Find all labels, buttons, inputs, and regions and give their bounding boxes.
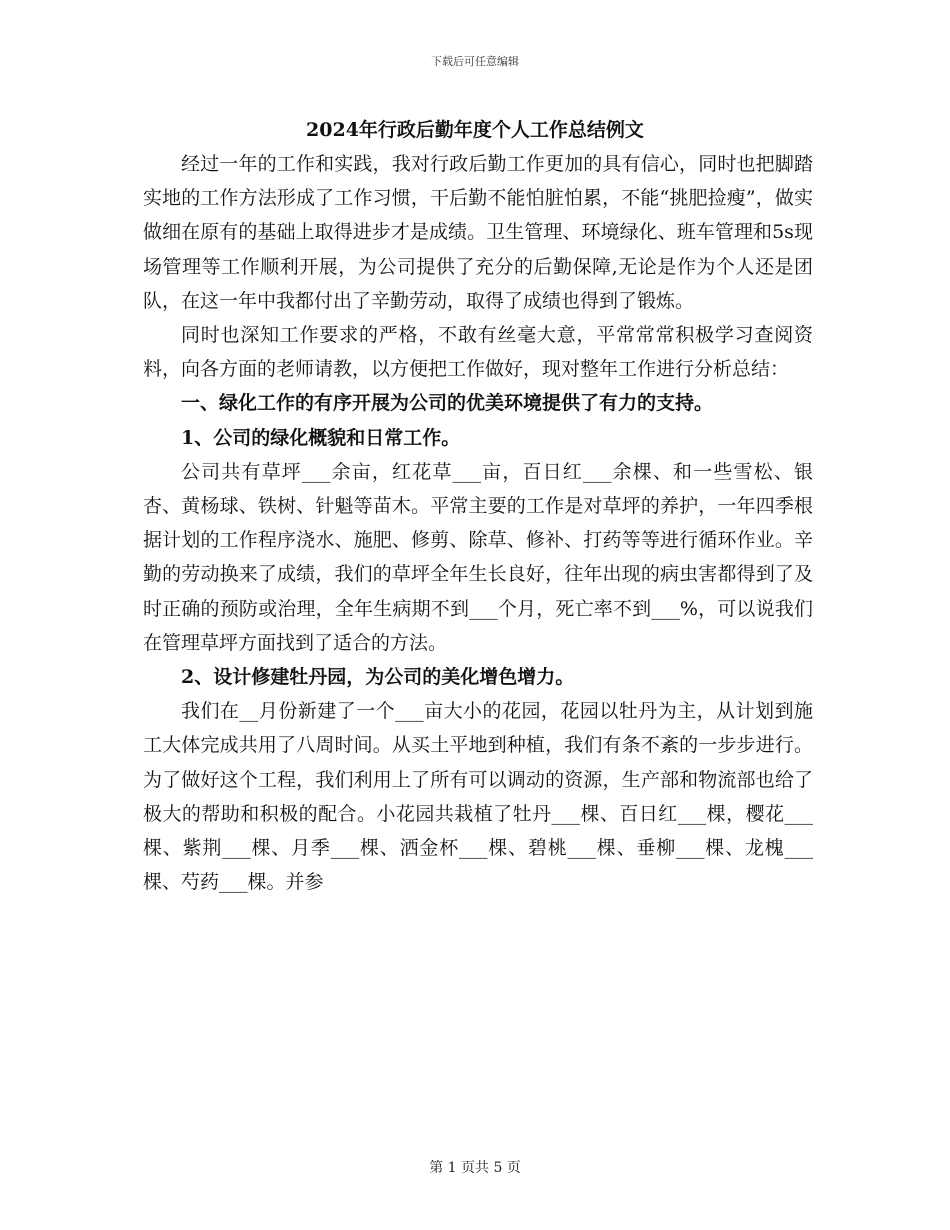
paragraph-intro: 经过一年的工作和实践，我对行政后勤工作更加的具有信心，同时也把脚踏实地的工作方法形成了工作习惯，干后勤不能怕脏怕累，不能“挑肥捡瘦”，做实做细在原有的基础上取得进步才是成绩。卫生管理、环境绿化、班车管理和5s现场管理等工作顺利开展，为公司提供了充分的后勤保障,无论是作为个人还是团队，在这一年中我都付出了辛勤劳动，取得了成绩也得到了锻炼。: [143, 153, 813, 312]
document-body: [143, 147, 813, 899]
section-heading-greening: 一、绿化工作的有序开展为公司的优美环境提供了有力的支持。: [181, 392, 714, 415]
paragraph-summary-lead: 同时也深知工作要求的严格，不敢有丝毫大意，平常常常积极学习查阅资料，向各方面的老师请教，以方便把工作做好，现对整年工作进行分析总结：: [143, 324, 813, 381]
subsection-heading-peony-garden: 2、设计修建牡丹园，为公司的美化增色增力。: [181, 666, 575, 689]
header-note: 下载后可任意编辑: [431, 55, 519, 68]
document-title: 2024年行政后勤年度个人工作总结例文: [306, 119, 644, 141]
subsection-heading-greening-overview: 1、公司的绿化概貌和日常工作。: [181, 426, 461, 449]
paragraph-greening-overview: 公司共有草坪___余亩，红花草___亩，百日红___余棵、和一些雪松、银杏、黄杨球、铁树、针魁等苗木。平常主要的工作是对草坪的养护，一年四季根据计划的工作程序浇水、施肥、修剪、除草、修补、打药等等进行循环作业。辛勤的劳动换来了成绩，我们的草坪全年生长良好，往年出现的病虫害都得到了及时正确的预防或治理，全年生病期不到___个月，死亡率不到___%，可以说我们在管理草坪方面找到了适合的方法。: [143, 460, 813, 654]
page-footer: 第 1 页共 5 页: [429, 1160, 521, 1176]
paragraph-peony-garden: 我们在__月份新建了一个___亩大小的花园，花园以牡丹为主，从计划到施工大体完成共用了八周时间。从买土平地到种植，我们有条不紊的一步步进行。为了做好这个工程，我们利用上了所有可以调动的资源，生产部和物流部也给了极大的帮助和积极的配合。小花园共栽植了牡丹___棵、百日红___棵，樱花___棵、紫荆___棵、月季___棵、洒金杯___棵、碧桃___棵、垂柳___棵、龙槐___棵、芍药___棵。并参: [143, 700, 813, 894]
